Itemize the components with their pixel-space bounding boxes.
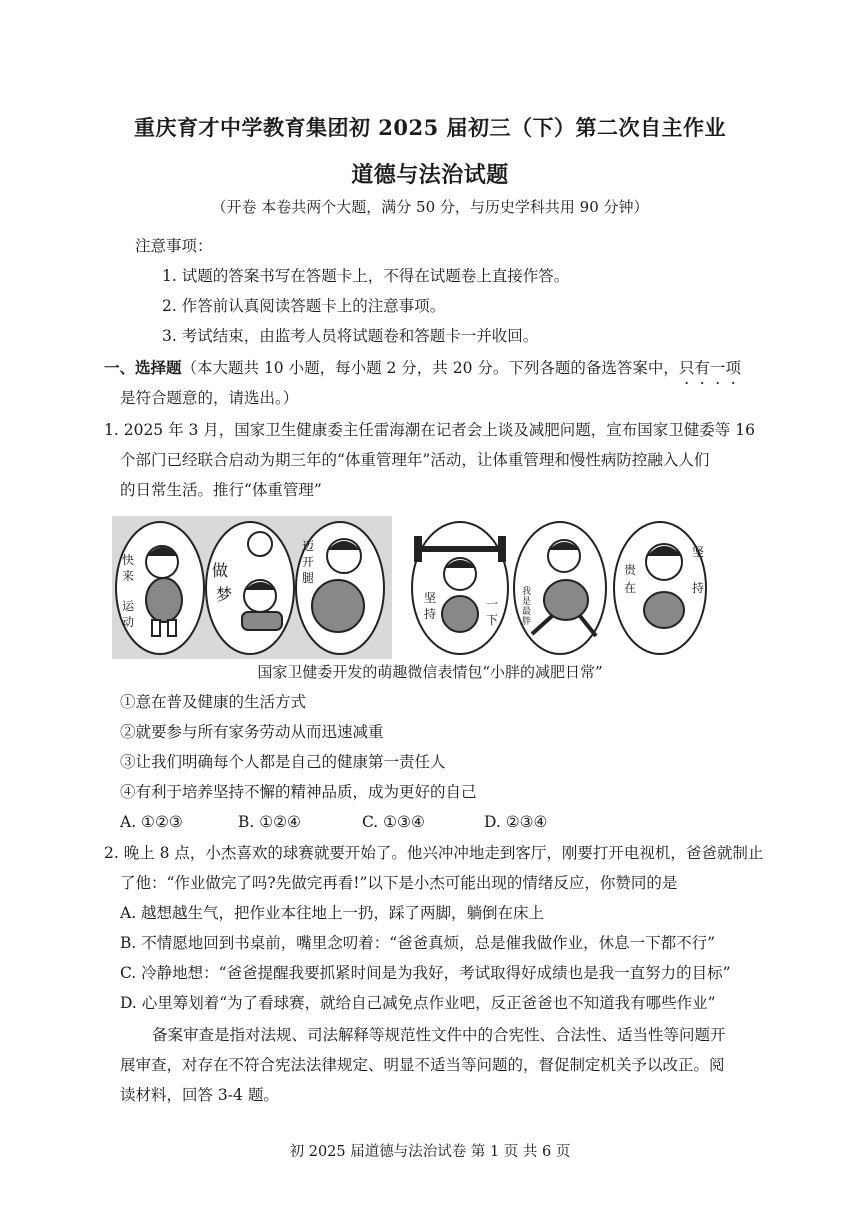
svg-text:腿: 腿 [302,571,315,585]
svg-text:持: 持 [424,607,437,621]
material-line: 备案审查是指对法规、司法解释等规范性文件中的合宪性、合法性、适当性等问题开 [152,1026,726,1044]
svg-text:坚: 坚 [692,545,705,559]
q1-option-b: B. ①②④ [238,813,301,831]
sticker-figure [112,516,752,659]
notice-item: 1. 试题的答案书写在答题卡上，不得在试题卷上直接作答。 [162,267,570,285]
exam-subject-title: 道德与法治试题 [351,162,509,188]
svg-text:最: 最 [522,607,532,617]
svg-text:来: 来 [122,569,135,583]
sticker-panel [116,522,204,654]
q1-stem-line: 1. 2025 年 3 月，国家卫生健康委主任雷海潮在记者会上谈及减肥问题，宣布国家卫健委等 16 [104,421,755,439]
exam-note: （开卷 本卷共两个大题，满分 50 分，与历史学科共用 90 分钟） [211,198,649,216]
svg-text:下: 下 [486,613,499,627]
exam-title: 重庆育才中学教育集团初 2025 届初三（下）第二次自主作业 [133,115,727,140]
sticker-panel [206,522,294,654]
q1-statement: ④有利于培养坚持不懈的精神品质，成为更好的自己 [120,783,477,801]
q1-statement: ③让我们明确每个人都是自己的健康第一责任人 [120,753,446,771]
svg-text:贵: 贵 [624,563,637,577]
sticker-panel [296,522,384,654]
q1-option-d: D. ②③④ [484,813,548,831]
svg-text:动: 动 [122,615,135,629]
svg-text:是: 是 [522,597,532,607]
section-intro-text: （本大题共 10 小题，每小题 2 分，共 20 分。下列各题的备选答案中， [181,359,679,377]
emphasis-char: 一 [709,359,726,377]
q1-statement: ①意在普及健康的生活方式 [120,693,307,711]
svg-text:一: 一 [486,597,499,611]
svg-text:做: 做 [212,561,229,580]
notice-label: 注意事项： [135,237,213,255]
sticker-panel [514,522,606,654]
section-intro-cont: 是符合题意的，请选出。） [120,389,299,407]
svg-text:在: 在 [624,581,637,595]
emphasis-char: 只 [678,359,695,377]
q1-option-a: A. ①②③ [120,813,183,831]
svg-text:梦: 梦 [216,585,233,604]
q2-option-b: B. 不情愿地回到书桌前，嘴里念叨着：“爸爸真烦，总是催我做作业，休息一下都不行” [120,934,716,952]
notice-item: 3. 考试结束，由监考人员将试题卷和答题卡一并收回。 [162,327,539,345]
q1-stem-line: 个部门已经联合启动为期三年的“体重管理年”活动，让体重管理和慢性病防控融入人们 [120,451,710,469]
svg-text:快: 快 [122,553,135,567]
sticker-strip-illustration [112,516,752,659]
figure-caption: 国家卫健委开发的萌趣微信表情包“小胖的减肥日常” [257,663,603,681]
q1-statement: ②就要参与所有家务劳动从而迅速减重 [120,723,384,741]
q2-option-d: D. 心里筹划着“为了看球赛，就给自己减免点作业吧，反正爸爸也不知道我有哪些作业” [120,994,716,1012]
q1-options [120,812,547,832]
svg-text:坚: 坚 [424,591,437,605]
svg-text:运: 运 [122,599,135,613]
emphasis-char: 有 [694,359,710,377]
page-footer: 初 2025 届道德与法治试卷 第 1 页 共 6 页 [289,1144,571,1160]
svg-text:开: 开 [302,555,315,569]
section-intro [104,358,741,378]
svg-text:胖: 胖 [522,617,532,627]
svg-text:迈: 迈 [302,539,315,553]
material-line: 读材料，回答 3-4 题。 [120,1086,279,1104]
sticker-panel [412,522,508,654]
q2-option-a: A. 越想越生气，把作业本往地上一扔，踩了两脚，躺倒在床上 [120,904,545,922]
sticker-panel [614,522,706,654]
q2-stem-line: 了他：“作业做完了吗?先做完再看!”以下是小杰可能出现的情绪反应，你赞同的是 [120,874,678,892]
svg-text:我: 我 [522,587,532,597]
q1-option-c: C. ①③④ [362,813,425,831]
notice-item: 2. 作答前认真阅读答题卡上的注意事项。 [162,297,446,315]
section-heading: 一、选择题 [104,358,182,377]
emphasis-char: 项 [725,359,741,377]
q2-option-c: C. 冷静地想：“爸爸提醒我要抓紧时间是为我好，考试取得好成绩也是我一直努力的目标” [120,964,731,982]
svg-text:持: 持 [692,581,705,595]
q1-stem-line: 的日常生活。推行“体重管理” [120,481,322,499]
material-line: 展审查，对存在不符合宪法法律规定、明显不适当等问题的，督促制定机关予以改正。阅 [120,1056,725,1074]
q2-stem-line: 2. 晚上 8 点，小杰喜欢的球赛就要开始了。他兴冲冲地走到客厅，刚要打开电视机，爸爸就制止 [104,844,764,862]
